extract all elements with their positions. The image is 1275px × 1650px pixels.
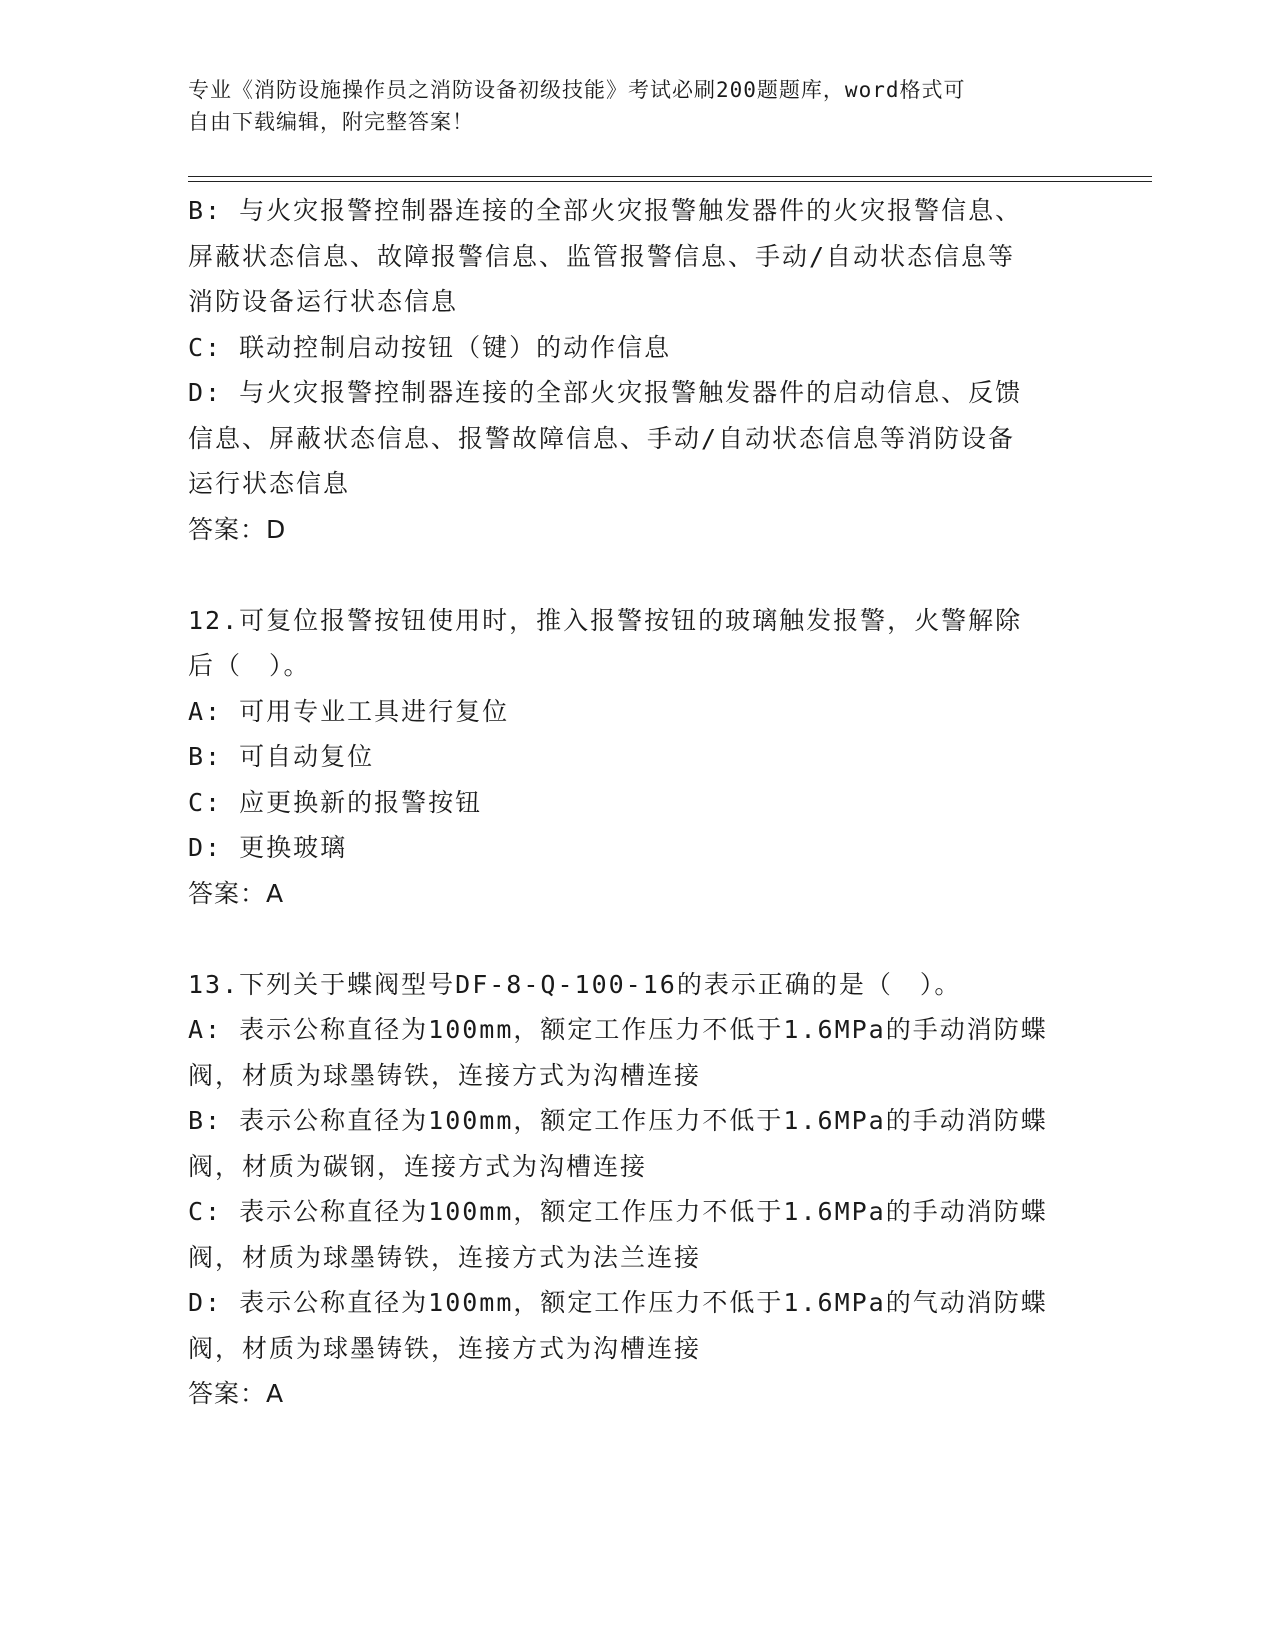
header-title-line-1: 专业《消防设施操作员之消防设备初级技能》考试必刷200题题库，word格式可 [188,78,966,102]
question-stem-line: 13.下列关于蝶阀型号DF-8-Q-100-16的表示正确的是（ ）。 [188,969,962,999]
option-text-line: B: 与火灾报警控制器连接的全部火灾报警触发器件的火灾报警信息、 [188,196,1023,225]
option-text-line: 阀，材质为球墨铸铁，连接方式为法兰连接 [188,1242,702,1272]
answer-line: 答案：D [188,514,287,544]
header-divider-bottom [188,181,1152,182]
answer-line: 答案：A [188,1379,285,1408]
option-text-line: B: 表示公称直径为100mm，额定工作压力不低于1.6MPa的手动消防蝶 [188,1106,1048,1135]
document-header [188,74,1068,138]
option-text-line: C: 表示公称直径为100mm，额定工作压力不低于1.6MPa的手动消防蝶 [188,1197,1048,1226]
option-text-line: 阀，材质为球墨铸铁，连接方式为沟槽连接 [188,1060,702,1090]
question-stem-line: 后（ ）。 [188,651,311,680]
answer-line: 答案：A [188,878,285,908]
option-c: C: 应更换新的报警按钮 [188,787,483,817]
question-12 [188,598,1088,917]
question-stem-line: 12.可复位报警按钮使用时，推入报警按钮的玻璃触发报警，火警解除 [188,605,1023,635]
option-text-line: 消防设备运行状态信息 [188,287,459,316]
option-text-line: 阀，材质为碳钢，连接方式为沟槽连接 [188,1151,648,1181]
prev-option-d [188,370,1088,507]
header-title-line-2: 自由下载编辑，附完整答案！ [188,110,474,134]
question-13 [188,962,1088,1417]
option-a: A: 可用专业工具进行复位 [188,696,510,726]
option-text-line: 阀，材质为球墨铸铁，连接方式为沟槽连接 [188,1333,702,1363]
option-a [188,1007,1088,1098]
spacer [188,916,1088,962]
option-text-line: 屏蔽状态信息、故障报警信息、监管报警信息、手动/自动状态信息等 [188,241,1016,271]
option-d [188,1280,1088,1371]
option-text-line: C: 联动控制启动按钮（键）的动作信息 [188,332,672,362]
prev-option-c [188,325,1088,371]
option-text-line: D: 表示公称直径为100mm，额定工作压力不低于1.6MPa的气动消防蝶 [188,1288,1048,1317]
header-divider-top [188,176,1152,177]
spacer [188,552,1088,598]
option-d: D: 更换玻璃 [188,833,348,862]
option-text-line: D: 与火灾报警控制器连接的全部火灾报警触发器件的启动信息、反馈 [188,378,1023,407]
option-text-line: A: 表示公称直径为100mm，额定工作压力不低于1.6MPa的手动消防蝶 [188,1015,1048,1044]
question-content [188,188,1088,1417]
option-text-line: 运行状态信息 [188,469,351,498]
option-text-line: 信息、屏蔽状态信息、报警故障信息、手动/自动状态信息等消防设备 [188,423,1016,453]
prev-question [188,188,1088,552]
option-c [188,1189,1088,1280]
option-b [188,1098,1088,1189]
prev-option-b [188,188,1088,325]
option-b: B: 可自动复位 [188,742,375,771]
